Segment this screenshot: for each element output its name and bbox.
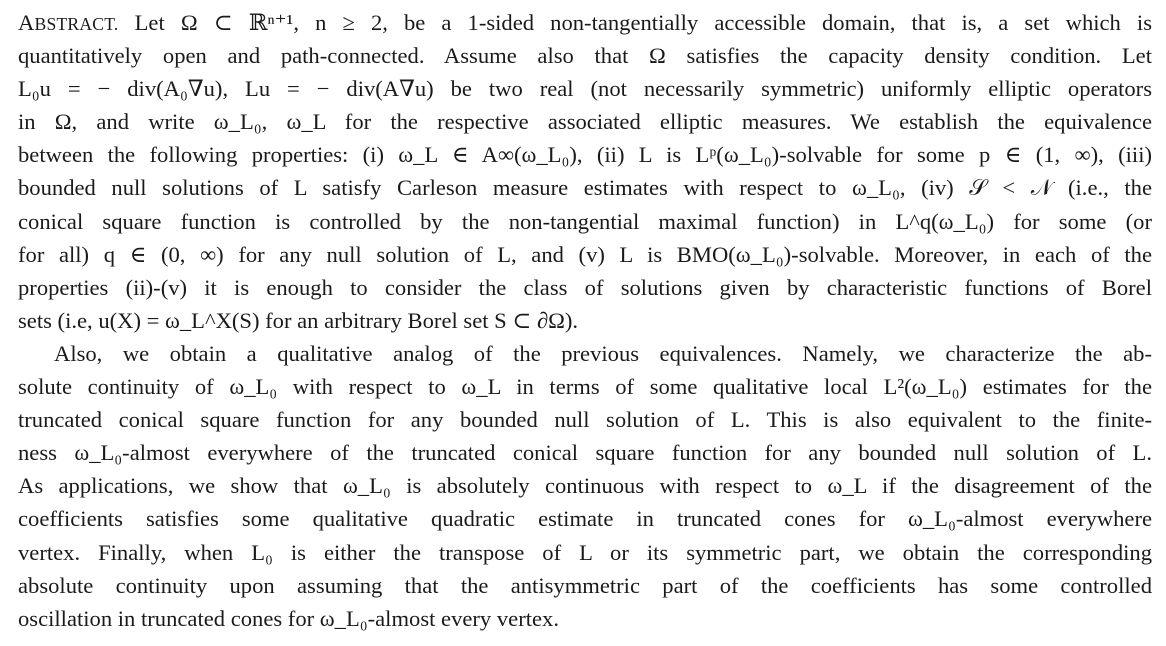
abstract-line-5: between the following properties: (i) ω_L ∈ A∞(ω_L₀), (ii) L is Lᵖ(ω_L₀)-solvable for some p ∈ (1, ∞), (iii)	[18, 142, 1152, 168]
abstract-line-18: absolute continuity upon assuming that the antisymmetric part of the coefficients has some controlled	[18, 572, 1152, 598]
abstract-line-2: quantitatively open and path-connected. Assume also that Ω satisfies the capacity density condition. Let	[18, 43, 1152, 69]
abstract-heading: ABSTRACT.	[18, 10, 119, 35]
abstract-line-1: ABSTRACT. Let Ω ⊂ ℝⁿ⁺¹, n ≥ 2, be a 1-sided non-tangentially accessible domain, that is, a set which is	[18, 10, 1153, 35]
abstract-line-15: As applications, we show that ω_L₀ is absolutely continuous with respect to ω_L if the disagreement of the	[18, 473, 1152, 499]
abstract-line-16: coefficients satisfies some qualitative quadratic estimate in truncated cones for ω_L₀-almost everywhere	[18, 506, 1152, 532]
abstract-line-7: conical square function is controlled by the non-tangential maximal function) in L^q(ω_L₀) for some (or	[18, 208, 1152, 234]
abstract-line-12: solute continuity of ω_L₀ with respect to ω_L in terms of some qualitative local L²(ω_L₀) estimates for the	[18, 374, 1152, 400]
abstract-line-17: vertex. Finally, when L₀ is either the transpose of L or its symmetric part, we obtain the corresponding	[18, 539, 1152, 565]
abstract-line-6: bounded null solutions of L satisfy Carleson measure estimates with respect to ω_L₀, (iv) 𝒮 < 𝒩 (i.e., the	[18, 175, 1152, 201]
abstract-line-14: ness ω_L₀-almost everywhere of the truncated conical square function for any bounded null solution of L.	[18, 440, 1152, 466]
abstract-line-11: Also, we obtain a qualitative analog of the previous equivalences. Namely, we characterize the ab-	[54, 340, 1152, 366]
abstract-line-10: sets (i.e, u(X) = ω_L^X(S) for an arbitrary Borel set S ⊂ ∂Ω).	[18, 307, 579, 333]
abstract-line-13: truncated conical square function for any bounded null solution of L. This is also equivalent to the finite-	[18, 407, 1152, 433]
abstract-line-4: in Ω, and write ω_L₀, ω_L for the respective associated elliptic measures. We establish the equivalence	[18, 109, 1152, 135]
abstract-block	[18, 6, 1152, 635]
abstract-line-3: L₀u = − div(A₀∇u), Lu = − div(A∇u) be two real (not necessarily symmetric) uniformly elliptic operators	[18, 76, 1152, 102]
abstract-line-9: properties (ii)-(v) it is enough to consider the class of solutions given by characteristic functions of Borel	[18, 274, 1152, 300]
abstract-line-8: for all) q ∈ (0, ∞) for any null solution of L, and (v) L is BMO(ω_L₀)-solvable. Moreover, in each of the	[18, 241, 1152, 267]
abstract-line-19: oscillation in truncated cones for ω_L₀-almost every vertex.	[18, 605, 559, 631]
